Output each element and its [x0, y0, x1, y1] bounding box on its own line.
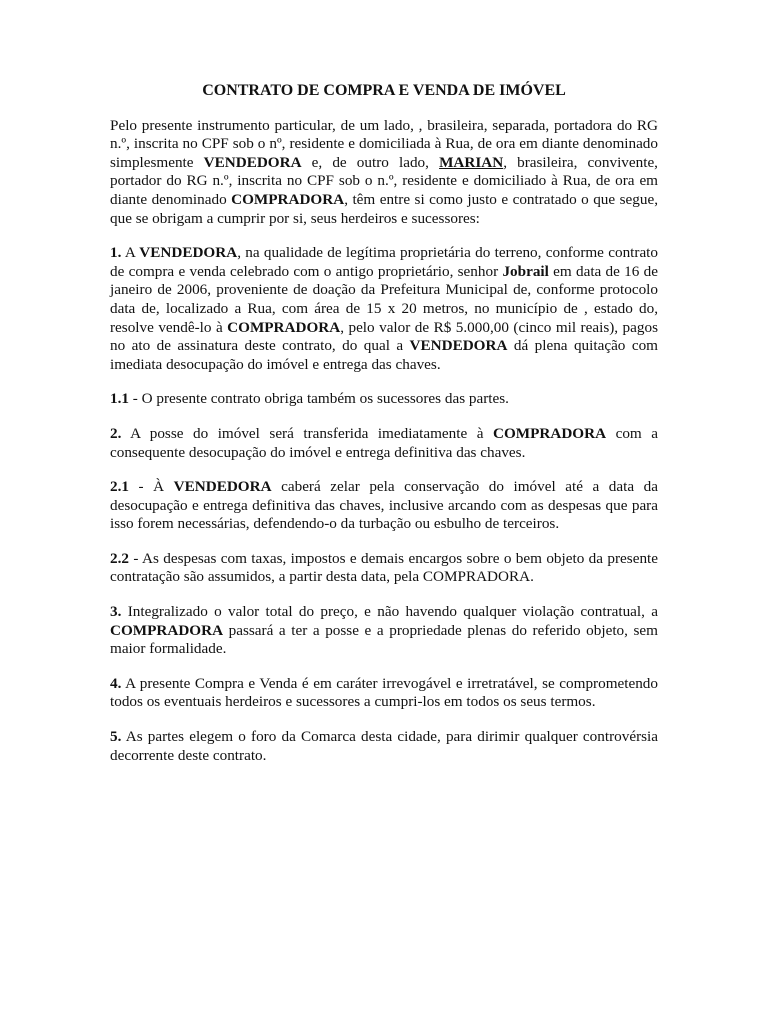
clause-2-text-1: A posse do imóvel será transferida imediatamente à	[121, 424, 494, 442]
clause-1	[110, 244, 658, 374]
clause-5-number: 5.	[110, 728, 122, 746]
clause-2-1-text-2: caberá zelar pela conservação do imóvel até a data da desocupação e entrega definitiva das chaves, inclusive arcando com as despesas que para isso forem necessárias, defendendo-o da turbação ou esbulho de terceiros.	[110, 478, 658, 533]
clause-1-1-number: 1.1	[110, 390, 129, 408]
clause-1-text-3: em data de 16 de janeiro de 2006, proveniente de doação da Prefeitura Municipal de, conforme protocolo data de, localizado a Rua, com área de 15 x 20 metros, no município de , estado do, resolve vendê-lo à	[110, 262, 658, 336]
clause-3	[110, 603, 658, 659]
clause-3-number: 3.	[110, 603, 122, 621]
intro-text-2: e, de outro lado,	[301, 153, 440, 171]
intro-buyer-term: COMPRADORA	[231, 190, 345, 208]
document-title: CONTRATO DE COMPRA E VENDA DE IMÓVEL	[202, 82, 566, 99]
clause-2-1	[110, 478, 658, 534]
clause-1-text-4: , pelo valor de R$ 5.000,00 (cinco mil reais), pagos no ato de assinatura deste contrato, do qual a	[110, 318, 658, 355]
clause-3-buyer-term: COMPRADORA	[110, 621, 224, 639]
clause-1-text-2: , na qualidade de legítima proprietária do terreno, conforme contrato de compra e venda celebrado com o antigo proprietário, senhor	[110, 244, 658, 280]
clause-1-text-1: A	[121, 244, 140, 262]
clause-4-text: A presente Compra e Venda é em caráter irrevogável e irretratável, se comprometendo todos os eventuais herdeiros e sucessores a cumpri-los em todos os seus termos.	[110, 674, 658, 711]
clause-2	[110, 425, 658, 462]
clause-5-text: As partes elegem o foro da Comarca desta cidade, para dirimir qualquer controvérsia decorrente deste contrato.	[110, 728, 658, 764]
clause-3-text-1: Integralizado o valor total do preço, e não havendo qualquer violação contratual, a	[121, 603, 658, 621]
intro-text-4: , têm entre si como justo e contratado o que segue, que se obrigam a cumprir por si, seus herdeiros e sucessores:	[110, 190, 658, 227]
contract-page	[110, 82, 658, 781]
clause-2-2	[110, 550, 658, 587]
clause-4-number: 4.	[110, 674, 122, 692]
clause-2-buyer-term: COMPRADORA	[493, 424, 607, 442]
intro-seller-term: VENDEDORA	[203, 153, 302, 171]
intro-buyer-name: MARIAN	[439, 153, 504, 171]
clause-3-text-2: passará a ter a posse e a propriedade plenas do referido objeto, sem maior formalidade.	[110, 621, 658, 658]
clause-2-2-text: - As despesas com taxas, impostos e demais encargos sobre o bem objeto da presente contratação são assumidos, a partir desta data, pela COMPRADORA.	[110, 549, 658, 586]
clause-2-number: 2.	[110, 424, 122, 442]
clause-2-text-2: com a consequente desocupação do imóvel e entrega definitiva das chaves.	[110, 424, 658, 461]
clause-1-1-text: - O presente contrato obriga também os sucessores das partes.	[128, 390, 509, 408]
intro-text-1: Pelo presente instrumento particular, de um lado, , brasileira, separada, portadora do RG n.º, inscrita no CPF sob o nº, residente e domiciliada à Rua, de ora em diante denominado simplesmente	[110, 116, 658, 171]
clause-1-seller-term: VENDEDORA	[139, 244, 238, 262]
intro-text-3: , brasileira, convivente, portador do RG n.º, inscrita no CPF sob o n.º, residente e domiciliado à Rua, de ora em diante denominado	[110, 153, 658, 208]
clause-2-1-number: 2.1	[110, 478, 129, 496]
clause-2-2-number: 2.2	[110, 549, 129, 567]
clause-1-1	[110, 390, 658, 409]
clause-1-seller-term-2: VENDEDORA	[409, 337, 508, 355]
clause-5	[110, 728, 658, 765]
clause-1-previous-owner: Jobrail	[502, 262, 549, 280]
clause-2-1-text-1: - À	[128, 478, 174, 496]
clause-4	[110, 675, 658, 712]
clause-1-number: 1.	[110, 244, 122, 262]
clause-1-text-5: dá plena quitação com imediata desocupação do imóvel e entrega das chaves.	[110, 337, 658, 373]
clause-1-buyer-term: COMPRADORA	[227, 318, 341, 336]
intro-paragraph	[110, 117, 658, 229]
clause-2-1-seller-term: VENDEDORA	[173, 478, 272, 496]
